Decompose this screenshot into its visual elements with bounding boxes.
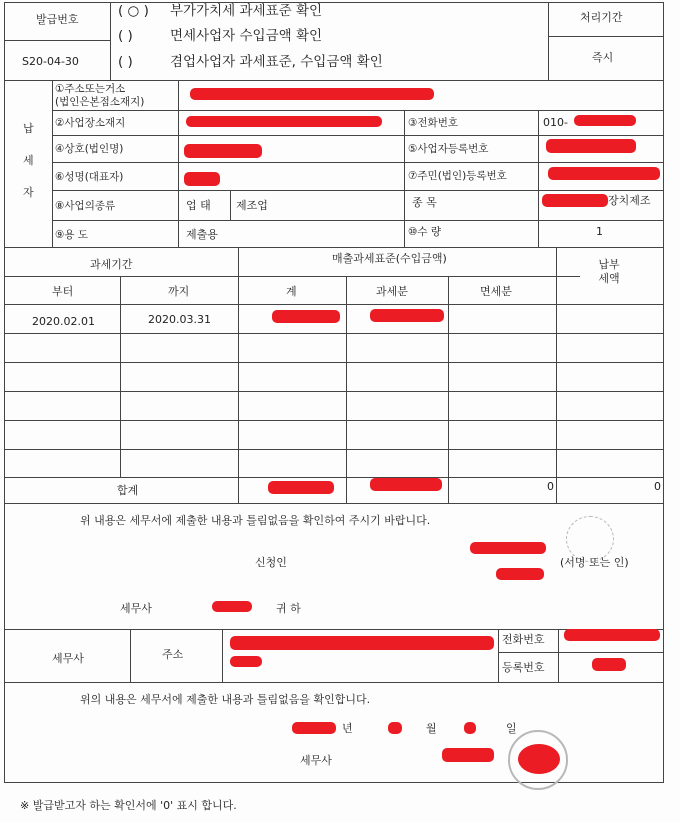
month-label: 월 (426, 722, 437, 735)
redaction (542, 194, 608, 207)
confirmation-signer-label: 세무사 (300, 754, 332, 767)
phone-label: ③전화번호 (408, 117, 458, 129)
name-label: ⑥성명(대표자) (55, 171, 124, 183)
tax-office-label: 세무사 (120, 602, 152, 615)
rule (4, 682, 664, 683)
option-1-label: 부가가치세 과세표준 확인 (170, 3, 323, 19)
applicant-section-char-3: 자 (23, 186, 34, 199)
rule (558, 629, 559, 682)
rule (178, 80, 179, 247)
row-1-to: 2020.03.31 (148, 313, 211, 326)
accountant-reg-no-label: 등록번호 (502, 661, 545, 674)
rule (222, 629, 223, 682)
redaction (470, 542, 546, 554)
rule (52, 190, 664, 191)
business-reg-no-label: ⑤사업자등록번호 (408, 143, 489, 155)
item-label: 종 목 (412, 196, 437, 209)
redaction (464, 722, 476, 734)
sign-or-seal-label: (서명 또는 인) (560, 556, 629, 569)
redaction (184, 144, 262, 158)
accountant-address-label: 주소 (162, 648, 184, 661)
biz-category-label: 업 태 (186, 199, 211, 212)
redaction (370, 478, 442, 491)
rule (4, 449, 664, 450)
rule (120, 276, 121, 477)
header-from: 부터 (52, 285, 74, 298)
redaction (592, 658, 626, 671)
redaction (564, 629, 660, 641)
quantity-label: ⑩수 량 (408, 226, 442, 238)
rule (4, 420, 664, 421)
rule (4, 333, 664, 334)
rule (346, 276, 347, 503)
redaction (186, 116, 382, 127)
rule (538, 190, 539, 247)
redaction (292, 722, 336, 734)
resident-no-label: ⑦주민(법인)등록번호 (408, 170, 507, 182)
issue-number-label: 발급번호 (36, 13, 79, 26)
tax-paid-label: 납부세액 (598, 258, 620, 285)
option-1-mark: ( ○ ) (118, 3, 149, 19)
redaction (268, 481, 334, 494)
business-type-label: ⑧사업의종류 (55, 200, 116, 212)
rule (4, 2, 5, 782)
redaction (272, 310, 340, 323)
redaction (574, 115, 636, 126)
redaction (230, 636, 494, 650)
address-label-line2: (법인은본점소재지) (55, 96, 145, 108)
header-total: 계 (286, 285, 297, 298)
option-2-label: 면세사업자 수입금액 확인 (170, 28, 323, 44)
rule (4, 2, 664, 3)
rule (498, 629, 499, 682)
year-label: 년 (342, 722, 353, 735)
rule (538, 110, 539, 190)
redaction (388, 722, 402, 734)
rule (4, 80, 664, 81)
biz-category-value: 제조업 (236, 199, 268, 212)
rule (52, 110, 664, 111)
seal-stamp (566, 516, 614, 562)
header-taxable: 과세분 (376, 285, 408, 298)
rule (404, 190, 405, 247)
option-2-mark: ( ) (118, 28, 133, 44)
redaction (548, 167, 660, 180)
purpose-value: 제출용 (186, 228, 218, 241)
purpose-label: ⑨용 도 (55, 229, 89, 241)
header-exempt: 면세분 (480, 285, 512, 298)
rule (130, 629, 131, 682)
trade-name-label: ④상호(법인명) (55, 143, 124, 155)
rule (498, 652, 664, 653)
redaction (496, 568, 544, 580)
applicant-section-char-2: 세 (23, 154, 34, 167)
day-label: 일 (506, 722, 517, 735)
redaction (442, 748, 494, 762)
rule (52, 220, 664, 221)
row-1-from: 2020.02.01 (32, 315, 95, 328)
issue-number-value: S20-04-30 (22, 55, 79, 68)
total-exempt-value: 0 (547, 480, 554, 493)
footnote: ※ 발급받고자 하는 확인서에 '0' 표시 합니다. (20, 799, 237, 812)
honorific: 귀 하 (276, 602, 301, 615)
redaction (230, 656, 262, 667)
rule (4, 304, 664, 305)
rule (548, 2, 549, 80)
rule (52, 80, 53, 247)
taxation-period-label: 과세기간 (90, 258, 133, 271)
option-3-label: 겸업사업자 과세표준, 수입금액 확인 (170, 54, 383, 70)
rule (4, 276, 580, 277)
total-tax-value: 0 (654, 480, 661, 493)
applicant-signature-label: 신청인 (255, 556, 287, 569)
phone-value: 010- (543, 116, 568, 129)
rule (4, 40, 110, 41)
accountant-label: 세무사 (52, 652, 84, 665)
applicant-section-char-1: 납 (23, 122, 34, 135)
rule (4, 362, 664, 363)
rule (663, 2, 664, 782)
confirmation-text: 위의 내용은 세무서에 제출한 내용과 틀림없음을 확인합니다. (80, 693, 371, 706)
rule (52, 162, 664, 163)
rule (556, 247, 557, 503)
processing-period-label: 처리기간 (580, 11, 623, 24)
business-location-label: ②사업장소재지 (55, 117, 126, 129)
redaction (184, 172, 220, 186)
option-3-mark: ( ) (118, 54, 133, 70)
rule (4, 391, 664, 392)
rule (238, 247, 239, 503)
redaction (190, 88, 434, 100)
rule (230, 190, 231, 220)
header-to: 까지 (168, 285, 190, 298)
redaction (546, 139, 636, 153)
redaction (212, 601, 252, 612)
rule (4, 782, 664, 783)
rule (404, 110, 405, 190)
rule (448, 276, 449, 503)
rule (52, 135, 664, 136)
rule (548, 36, 664, 37)
processing-period-value: 즉시 (592, 51, 614, 64)
redaction (370, 309, 444, 322)
redaction (518, 744, 560, 774)
address-label-line1: ①주소또는거소 (55, 83, 126, 95)
request-text: 위 내용은 세무서에 제출한 내용과 틀림없음을 확인하여 주시기 바랍니다. (80, 514, 431, 527)
item-value-suffix: 장치제조 (608, 194, 651, 207)
rule (4, 477, 664, 478)
accountant-phone-label: 전화번호 (502, 633, 545, 646)
rule (4, 503, 664, 504)
rule (4, 247, 664, 248)
quantity-value: 1 (596, 225, 603, 238)
rule (110, 2, 111, 80)
total-label: 합계 (117, 484, 139, 497)
sales-base-label: 매출과세표준(수입금액) (332, 252, 447, 265)
